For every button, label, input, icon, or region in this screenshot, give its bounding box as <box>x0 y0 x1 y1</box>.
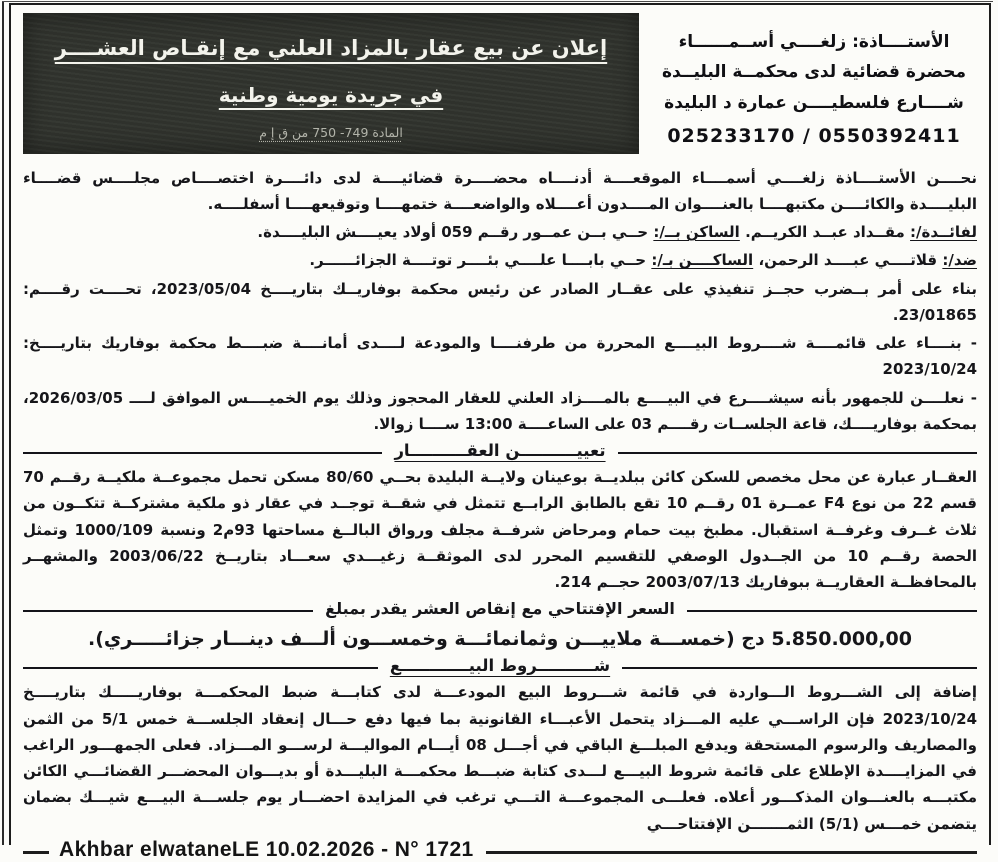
seizure-order-line: بناء على أمر بــضرب حجــز تنفيذي على عقــار الصادر عن رئيس محكمة بوفاريــك بتاريــــخ 2023/05/04، تحــــت رقــــم: 23/01865. <box>23 279 977 324</box>
property-section-heading: تعييــــــــــن العقــــــــــار <box>394 441 606 461</box>
conditions-section-heading: شــــــــــروط البيــــــــــــع <box>389 656 611 676</box>
page-top-edge-line <box>2 1 993 2</box>
advert-frame <box>9 3 991 861</box>
against-label: ضد/: <box>942 251 977 270</box>
heading-rule-left <box>622 667 977 669</box>
heading-rule-left <box>618 452 977 454</box>
beneficiary-line <box>23 219 977 245</box>
heading-rule-right <box>23 610 313 612</box>
newspaper-footer-text: Akhbar elwataneLE 10.02.2026 - N° 1721 <box>59 837 474 861</box>
beneficiary-name: مقــداد عبــد الكريــم. <box>745 223 905 242</box>
beneficiary-address: حــي بــن عمــور رقــم 059 أولاد يعيــــش البليــــدة. <box>257 223 649 242</box>
heading-rule-right <box>23 667 378 669</box>
price-amount: 5.850.000,00 دج (خمســـة ملاييـــن وثمانمائـــة وخمســـون ألـــف دينـــار جزائـــــري). <box>88 628 912 651</box>
notice-subtitle: في جريدة يومية وطنية <box>218 82 444 107</box>
price-section-heading: السعر الإفتتاحي مع إنقاص العشر يقدر بمبلغ <box>325 599 675 619</box>
resident-label: الساكــــن بـ/: <box>651 251 754 270</box>
sale-conditions-deposit-line: - بنــــاء على قائمــــة شــــروط البيــــع المحررة من طرفنــــا والمودعة لــــدى أمانــــة ضبــــط محكمة بوفاريك بتاريــــخ: 2023/10/24 <box>23 334 977 379</box>
conditions-paragraph: إضافة إلى الشـــروط الـــواردة في قائمة شـــروط البيع المودعـــة لدى كتابـــة ضبط المحكمـــة بوفاريـــــك بتاريــــخ 2023/10/24 فإن الراســـي عليه المـــزاد يتحمل الأعبـــاء القانونية بما فيها دفع حـــال إنعقاد الجلســـة خمس 5/1 من الثمن والمصاريف والرسوم المستحقة ويدفع المبلـــغ الباقي في أجـــل 08 أيـــام المواليـــة لرســـو المـــزاد. فعلى الجمهـــور الراغب في المزايــــدة الإطلاع على قائمة شروط البيـــع لـــدى كتابة ضبـــط محكمـــة البليـــدة أو بديـــوان المحضـــر القضائـــي الكائن مكتبـــه بالعنـــوان المذكـــور أعلاه. فعلـــى المجموعـــة التـــي ترغب في المزايدة احضـــار يوم جلســـة البيـــع شيـــك بضمان يتضمن خمـــس (5/1) الثمـــــــن الإفتتاحـــي <box>23 683 978 833</box>
beneficiary-label: لفائــدة/: <box>910 223 977 242</box>
phone-numbers: 025233170 / 0550392411 <box>667 124 961 147</box>
footer-rule-right <box>486 851 977 854</box>
heading-rule-right <box>23 452 382 454</box>
against-name: قلاتــــي عبــــد الرحمن، <box>758 251 938 270</box>
bailiff-address: شــــارع فلسطيــــن عمارة د البليدة <box>664 92 964 113</box>
against-line <box>23 247 977 273</box>
price-section-heading-row <box>23 599 977 618</box>
footer-rule-left <box>23 851 49 854</box>
property-description-paragraph: العقــار عبارة عن محل مخصص للسكن كائن ببلديــة بوعينان ولايــة البليدة بحــي 80/60 مسكن تحمل مجموعــة ملكيــة رقــم 70 قسم 22 من نوع F4 عمــرة 01 رقــم 10 تقع بالطابق الرابــع تتمثل في شقــة توجــد في عقار ذو ملكية مشتركــة تتكــون من ثلاث غــرف وغرفــة استقبال. مطبخ بيت حمام ومرحاض شرفــة مجلف ورواق البالــغ مساحتها 93م2 ونسبة 1000/109 وتمثل الحصة رقــم 10 من الجــدول الوصفي للتقسيم المحرر لدى الموثقــة زغيـــدي سعـــاد بتاريــخ 2003/06/22 والمشهــر بالمحافظــة العقاريــة ببوفاريك 2003/07/13 حجــم 214. <box>23 468 978 592</box>
intro-paragraph: نحــــن الأستــــاذة زلغــــي أسمــــاء الموقعــــة أدنــــاه محضــــرة قضائيــــة لدى دائــــرة اختصــــاص مجلــــس قضــــاء البليــــدة والكائــــن مكتبهــــا بالعنــــوان المــــدون أعــــلاه والواضعــــة ختمهــــا وتوقيعهــــا أسفلــــه. <box>23 168 977 213</box>
notice-title-box <box>23 13 639 154</box>
notice-title: إعلان عن بيع عقار بالمزاد العلني مع إنقـاص العشــــر <box>54 36 608 60</box>
heading-rule-left <box>687 610 977 612</box>
legal-article-reference: المادة 749- 750 من ق إ م <box>259 124 403 140</box>
resident-label: الساكن بــ/: <box>653 223 740 242</box>
property-section-heading-row <box>23 441 977 460</box>
bailiff-role: محضرة قضائية لدى محكمــة البليــدة <box>662 62 966 83</box>
against-address: حــي بابــــا علــــي بئــــر توتــــة الجزائــــــر. <box>309 251 647 270</box>
bailiff-name: الأستــــاذة: زلغــــي أســمــــــاء <box>678 32 950 52</box>
conditions-section-heading-row <box>23 656 977 675</box>
advert-header <box>23 13 977 154</box>
newspaper-footer-row <box>23 838 977 862</box>
page-left-edge-line <box>2 2 4 845</box>
auction-announcement-line: - نعلــــن للجمهور بأنه سيشــــرع في البيــــع بالمــــزاد العلني للعقار المحجوز وذلك يوم الخميــــس الموافق لــــ 2026/03/05، بمحكمة بوفاريــــك، قاعة الجلســات رقــــم 03 على الساعــــة 13:00 ســــا زوالا. <box>23 388 977 433</box>
bailiff-contact-block <box>651 13 977 154</box>
